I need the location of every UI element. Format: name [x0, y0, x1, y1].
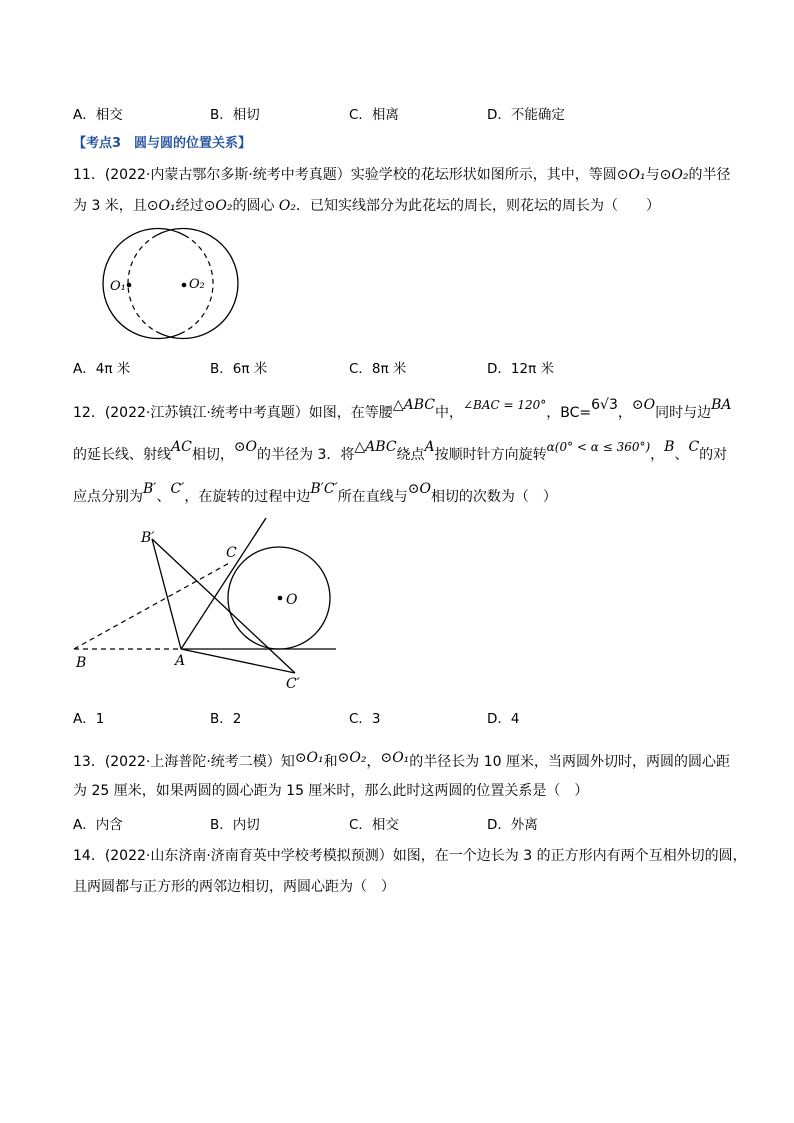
label-a: A: [175, 653, 186, 669]
label-o: O: [286, 592, 298, 608]
q12-option-a: A．1: [73, 711, 105, 727]
center-o: [278, 596, 283, 601]
label-b-prime: B′: [141, 530, 155, 546]
side-a-c-prime: [181, 649, 295, 673]
ray-a-c: [181, 518, 266, 649]
line-b-c-dashed: [74, 562, 231, 649]
q12-option-b: B．2: [210, 711, 242, 727]
label-o2: O₂: [189, 277, 205, 292]
side-a-b-prime: [152, 539, 181, 649]
q10-option-c: C．相离: [349, 107, 399, 123]
q10-option-a: A．相交: [73, 107, 123, 123]
q12-figure-rotation: [68, 512, 348, 692]
q11-option-d: D．12π 米: [487, 361, 554, 377]
q11-figure-two-circles: [68, 225, 248, 347]
center-o2: [182, 283, 187, 288]
section-heading: 【考点3 圆与圆的位置关系】: [73, 136, 252, 151]
q13-line-1: 13．(2022·上海普陀·统考二模）知⊙O₁和⊙O₂，⊙O₁的半径长为 10 厘米，当两圆外切时，两圆的圆心距: [73, 750, 731, 770]
q11-line-1: 11．(2022·内蒙古鄂尔多斯·统考中考真题）实验学校的花坛形状如图所示，其中，等圆⊙O₁与⊙O₂的半径: [73, 167, 731, 183]
q11-option-a: A．4π 米: [73, 361, 131, 377]
label-c: C: [226, 545, 237, 561]
circle-o2-inner-arc: [128, 235, 157, 331]
q12-option-c: C．3: [349, 711, 381, 727]
q14-line-1: 14．(2022·山东济南·济南育英中学校考模拟预测）如图，在一个边长为 3 的正方形内有两个互相外切的圆，: [73, 848, 747, 864]
q11-option-b: B．6π 米: [210, 361, 268, 377]
q13-option-c: C．相交: [349, 817, 399, 833]
label-o1: O₁: [110, 279, 126, 294]
label-c-prime: C′: [286, 676, 300, 692]
label-b: B: [76, 655, 87, 671]
q13-line-2: 为 25 厘米，如果两圆的圆心距为 15 厘米时，那么此时这两圆的位置关系是（ ）: [73, 783, 589, 799]
q12-line-3: 应点分别为B′、C′，在旋转的过程中边B′C′所在直线与⊙O相切的次数为（ ）: [73, 481, 557, 505]
q11-line-2: 为 3 米，且⊙O₁经过⊙O₂的圆心 O₂．已知实线部分为此花坛的周长，则花坛的周长为（ ）: [73, 198, 661, 214]
q13-option-d: D．外离: [487, 817, 538, 833]
q10-option-b: B．相切: [210, 107, 260, 123]
q13-option-a: A．内含: [73, 817, 123, 833]
q13-option-b: B．内切: [210, 817, 260, 833]
q14-line-2: 且两圆都与正方形的两邻边相切，两圆心距为（ ）: [73, 879, 395, 895]
q12-line-1: 12．(2022·江苏镇江·统考中考真题）如图，在等腰△ABC中，∠BAC = 120°，BC=6√3，⊙O同时与边BA: [73, 397, 732, 421]
q11-option-c: C．8π 米: [349, 361, 407, 377]
q10-option-d: D．不能确定: [487, 107, 565, 123]
q12-line-2: 的延长线、射线AC相切，⊙O的半径为 3．将△ABC绕点A按顺时针方向旋转α(0° < α ≤ 360°)，B、C的对: [73, 439, 728, 463]
side-b-prime-c-prime: [152, 539, 295, 673]
center-o1: [127, 283, 132, 288]
q12-option-d: D．4: [487, 711, 520, 727]
